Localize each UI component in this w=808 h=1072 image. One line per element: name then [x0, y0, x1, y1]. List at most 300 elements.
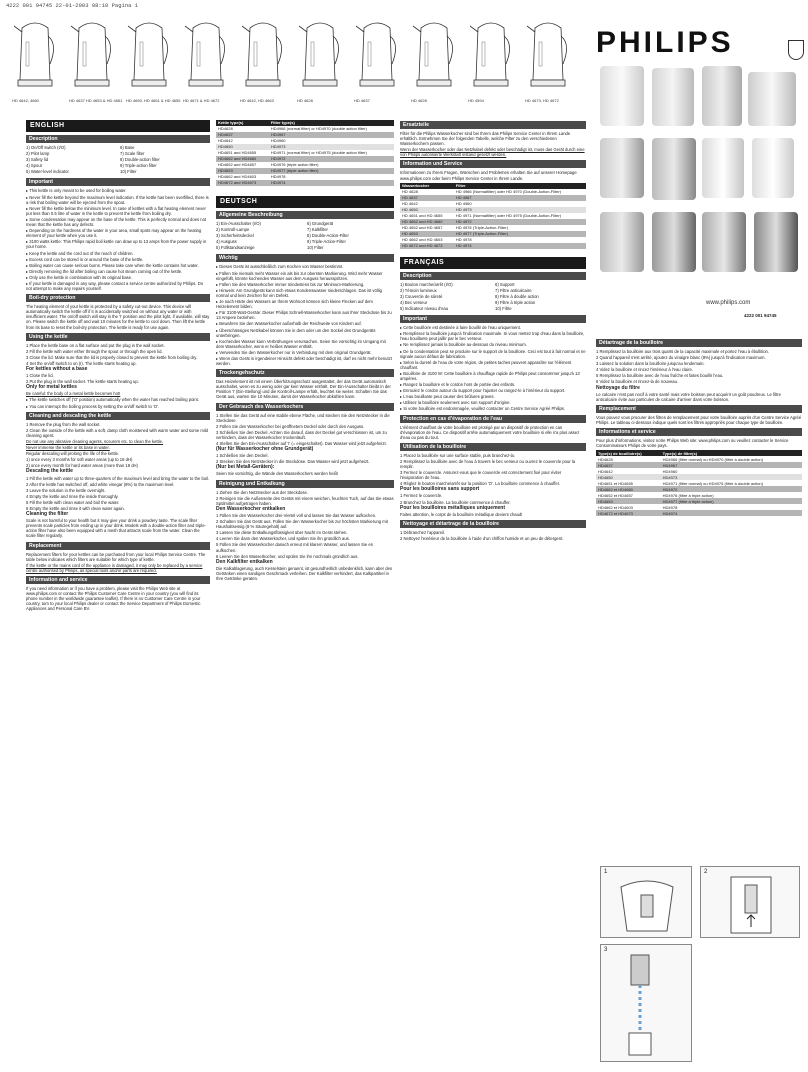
de-gebrauch-title: Der Gebrauch des Wasserkochers: [216, 403, 394, 411]
table-cell: HD4967: [661, 462, 802, 468]
fr-remplacement-title: Remplacement: [596, 405, 802, 413]
kettle-photo: [752, 138, 794, 198]
important-item: ▸ Never fill the kettle beyond the maximum level indication. If the kettle has been overfilled, there is a risk that boiling water will be ejected from the spout.: [26, 194, 209, 205]
step-item: 4 Videz la bouilloire et rincez l'intérieur à l'eau claire.: [596, 367, 693, 373]
step-item: 2 Quand l'appareil s'est arrêté, ajoutez du vinaigre blanc (8%) jusqu'à l'indication maximum.: [596, 355, 766, 361]
table-cell: HD4662 et HD4660: [596, 486, 661, 492]
kettle-photo: [702, 138, 744, 198]
en-descaling-steps: [26, 476, 210, 512]
english-column: [26, 118, 210, 612]
kettle-photo: [600, 212, 644, 272]
table-cell: HD4976 (filtre à triple action): [661, 492, 802, 498]
step-item: 5 Fill the kettle with clean water and boil the water.: [26, 499, 120, 505]
freq-item: 1) once every 3 months for soft water areas (up to 18 dH): [26, 457, 133, 463]
table-cell: HD4974: [269, 180, 394, 186]
table-cell: HD4960: [269, 138, 394, 144]
step-item: 1 Remove the plug from the wall socket.: [26, 421, 101, 427]
fr-remplacement-text: Vous pouvez vous procurer des filtres de remplacement pour votre bouilloire auprès d'un Centre Service Agréé Philips. Le tableau ci-dessous indique quels sont les filtres appropriés pour chaque type de bouilloire.: [596, 414, 802, 425]
filter-illustration: [601, 867, 693, 939]
bullet-item: ▸ The kettle switches off ('O' position) automatically when the water has reached boiling point.: [26, 397, 199, 403]
table-cell: HD4972: [269, 156, 394, 162]
de-gebrauch-steps: [216, 413, 394, 447]
step-item: 1 Fermez le couvercle.: [400, 493, 443, 499]
kettle-drawing: [12, 14, 58, 94]
desc-item: 6) Grundgerät: [307, 221, 334, 226]
de-desc-title: Allgemeine Beschreibung: [216, 211, 394, 219]
fr-filter-table: [596, 450, 802, 516]
important-item: ▸ Hinweis: Am Grundgerät kann sich etwas Kondenswasser niederschlagen. Das ist völlig normal und kein Zeichen für ein Defekt.: [216, 287, 382, 298]
table-cell: HD4974: [661, 510, 802, 516]
important-item: ▸ Remplissez la bouilloire jusqu'à l'indication maximale. Si vous mettez trop d'eau dans la bouilloire, l'eau bouillante peut jaillir par le bec verseur.: [400, 331, 585, 342]
step-item: 2 Nettoyez l'extérieur de la bouilloire à l'aide d'un chiffon humide et un peu de détergent.: [400, 535, 564, 541]
important-item: ▸ Verwenden Sie den Wasserkocher nur in Verbindung mit dem original Grundgerät.: [216, 349, 372, 355]
table-cell: HD4662 et HD4603: [596, 504, 661, 510]
deutsch-lang-bar: DEUTSCH: [216, 196, 394, 208]
kettle-photo: [748, 72, 796, 126]
important-item: ▸ L'eau bouillante peut causer des brûlures graves.: [400, 394, 495, 400]
en-important-title: Important: [26, 178, 210, 186]
table-cell: HD 4971 (Normalfilter) oder HD 4975 (Double-Action-Filter): [454, 213, 586, 219]
fr-nettfiltre-text: Le calcaire n'est pas nocif à votre santé mais votre boisson peut acquérir un goût poudreux. Le filtre anticalcaire évite aux particules de calcaire d'arriver dans votre boisson.: [596, 391, 781, 402]
important-item: ▸ Some condensation may appear on the base of the kettle. This is perfectly normal and does not mean that the kettle has any defects.: [26, 216, 207, 228]
table-cell: HD4672 et HD4673: [596, 510, 661, 516]
kettle-drawing: [297, 14, 343, 94]
step-item: 4 Set the on/off switch to on (I). The kettle starts heating up.: [26, 360, 137, 366]
step-item: 2 Remplissez la bouilloire avec de l'eau à travers le bec verseur ou ouvrez le couvercle pour la remplir.: [400, 458, 576, 469]
table-cell: HD 4978: [454, 237, 586, 243]
table-cell: HD 4672 und HD 4673: [400, 243, 454, 249]
important-item: ▸ Überschüssiges Netzkabel können Sie in dem oder um den Sockel des Grundgeräts unterbringen.: [216, 327, 376, 338]
kettle-label: HD 4671 & HD 4672: [183, 98, 220, 103]
en-important-list: [26, 188, 210, 291]
de-wichtig-list: [216, 264, 394, 366]
fr-detartrage-title: Détartrage de la bouilloire: [596, 339, 802, 347]
kettle-photo: [702, 66, 742, 126]
fr-metal-title: Pour les bouilloires métalliques uniquement: [400, 504, 506, 511]
important-item: ▸ Selon la dureté de l'eau de votre région, de petites taches peuvent apparaître sur l'élément chauffant.: [400, 359, 572, 370]
desc-item: 7) Kalkfilter: [307, 227, 328, 233]
fr-detartrage-steps: [596, 349, 802, 385]
desc-item: 2) Témoin lumineux: [400, 287, 437, 293]
en-cleaning-note2: Never immerse the kettle or its base in water.: [26, 445, 110, 451]
important-item: ▸ Füllen Sie den Wasserkocher immer mindestens bis zur Minimum-Markierung.: [216, 281, 365, 287]
desc-item: 6) Base: [120, 145, 135, 150]
step-item: 1 Stellen Sie das Gerät auf eine stabile ebene Fläche, und stecken Sie den Netzstecker in die Steckdose.: [216, 412, 390, 423]
desc-item: 5) Indicateur niveau d'eau: [400, 306, 449, 312]
en-boildry-title: Boil-dry protection: [26, 294, 210, 302]
francais-lang-bar: FRANÇAIS: [400, 257, 586, 269]
kettle-drawing: [525, 14, 571, 94]
bullet-item: ▸ You can interrupt the boiling process by setting the on/off switch to 'O'.: [26, 403, 160, 409]
important-item: ▸ Only use the kettle in combination with its original base.: [26, 274, 133, 280]
de-metall-title: (Nur bei Metall-Geräten):: [216, 464, 275, 471]
table-cell: HD 4662 und HD 4660: [400, 219, 454, 225]
philips-shield-icon: [788, 40, 804, 60]
fr-info-title: Informations et service: [596, 428, 802, 436]
en-cleaning-note: Do not use any abrasive cleaning agents, scourers etc. to clean the kettle.: [26, 438, 164, 444]
de-desc-list: [216, 221, 394, 251]
table-cell: HD4971 (filtre normal) ou HD4975 (filtre à double action): [661, 480, 802, 486]
kettle-photo: [600, 138, 644, 198]
step-item: 2 Reinigen Sie die Außenseite des Geräts mit einem weichen, feuchten Tuch, auf das Sie etwas Spülmittel aufgetragen haben.: [216, 495, 394, 506]
table-head: Type(s) de bouilloire(s): [596, 450, 661, 456]
step-item: 2 Schalten Sie das Gerät aus. Füllen Sie den Wasserkocher bis zur höchsten Markierung mit Haushaltsessig (8 % Säuregehalt) auf.: [216, 519, 388, 530]
en-cleaning-steps: [26, 422, 210, 438]
table-cell: HD4966 (normal filter) or HD4970 (double action filter): [269, 126, 394, 132]
en-metal-points: [26, 397, 210, 408]
table-cell: HD4642: [596, 468, 661, 474]
kettle-photo: [652, 212, 696, 272]
kettle-drawing: [411, 14, 457, 94]
fr-util-steps: [400, 453, 586, 487]
table-cell: HD4976 (triple action filter): [269, 162, 394, 168]
step-item: 2 Branchez la bouilloire. La bouilloire commence à chauffer.: [400, 499, 511, 505]
kettle-label: HD 4637: [354, 98, 370, 103]
step-item: 2 After the kettle has switched off, add white vinegar (8%) to the maximum level.: [26, 481, 175, 487]
de-metall-text: Seien Sie vorsichtig, die Wände des Wasserkochers werden heiß!: [216, 471, 339, 477]
table-head: Filter: [454, 183, 586, 189]
table-cell: HD4971 (normal filter) or HD4975 (double action filter): [269, 150, 394, 156]
en-using-title: Using the kettle: [26, 333, 210, 341]
en-metal-title: Only for metal kettles: [26, 384, 77, 391]
de-kalkfilter-text: Die Kalkablagerung, auch Kesselstein genannt, ist gesundheitlich unbedenklich, kann aber den Getränken einen sandigen Geschmack verleihen. Der Kalkfilter verhindert, das Kalkpartikel in Ihre Getränke geraten.: [216, 565, 393, 581]
important-item: ▸ Füllen Sie niemals mehr Wasser ein als bis zur obersten Markierung. Wird mehr Wasser eingefüllt, könnte kochendes Wasser aus dem Ausguss herausspritzen.: [216, 270, 383, 281]
table-cell: HD 4977 (Triple-Action-Filter): [454, 231, 586, 237]
kettle-drawing: [354, 14, 400, 94]
step-item: 2 Füllen Sie den Wasserkocher bei geöffnetem Deckel oder durch den Ausguss.: [216, 423, 365, 429]
table-cell: HD4973: [269, 144, 394, 150]
step-item: 1 Fill the kettle with water up to three-quarters of the maximum level and bring the water to the boil.: [26, 475, 210, 481]
desc-item: 2) Kontroll-Lampe: [216, 227, 250, 233]
fr-nettfiltre-title: Nettoyage du filtre: [596, 384, 640, 391]
kettle-label: HD 4642, HD 4663: [240, 98, 274, 103]
de-entkalken-title: Den Wasserkocher entkalken: [216, 505, 286, 512]
de-ohne-title: (Nur für Wasserkocher ohne Grundgerät): [216, 446, 314, 453]
table-cell: HD4650: [596, 474, 661, 480]
table-cell: HD 4972: [454, 219, 586, 225]
table-cell: HD4628: [596, 456, 661, 462]
table-cell: HD 4642: [400, 201, 454, 207]
de-reinigung-title: Reinigung und Entkalkung: [216, 480, 394, 488]
table-cell: HD4967: [269, 132, 394, 138]
kettle-label: HD 4673, HD 4672: [525, 98, 559, 103]
important-item: ▸ Cette bouilloire est destinée à faire bouillir de l'eau uniquement.: [400, 325, 521, 331]
table-cell: HD4966 (filtre normal) ou HD4970 (filtre à double action): [661, 456, 802, 462]
de-ersatz-title: Ersatzteile: [400, 121, 586, 129]
step-item: 3 Schließen Sie den Deckel. Achten Sie darauf, dass der Deckel gut verschlossen ist, um zu verhindern, dass der Wasserkocher trockenläuft.: [216, 429, 387, 440]
kettle-photo: [652, 138, 696, 200]
english-lang-bar: ENGLISH: [26, 120, 210, 132]
kettle-photo: [754, 212, 798, 272]
desc-item: 3) Sicherheitsdeckel: [216, 233, 254, 239]
table-cell: HD4662 and HD4603: [216, 174, 269, 180]
step-item: 4 Empty the kettle and rinse the inside thoroughly.: [26, 493, 119, 499]
en-desc-list: [26, 145, 210, 175]
step-item: 4 Stellen Sie den Ein-/Ausschalter auf 'I' (= eingeschaltet). Das Wasser wird jetzt aufgeheizt.: [216, 441, 387, 446]
step-item: 1 Füllen Sie den Wasserkocher drei-Viertel voll und lassen Sie das Wasser aufkochen.: [216, 512, 377, 518]
kettle-photo: [702, 212, 746, 272]
table-cell: HD 4966 (Normalfilter) oder HD 4970 (Double-Action-Filter): [454, 189, 586, 195]
fr-nettoyage-steps: [400, 530, 586, 541]
table-row: [216, 180, 394, 186]
step-item: 5 Füllen Sie den Wasserkocher danach erneut mit klarem Wasser, und lassen Sie es aufkochen.: [216, 542, 373, 553]
fr-info-text: Pour plus d'informations, visitez notre Philips Web site: www.philips.com ou veuillez contacter le Service Consommateurs Philips de votre pays.: [596, 438, 789, 449]
table-cell: HD4651 and HD4655: [216, 150, 269, 156]
en-cleaning-title: Cleaning and descaling the kettle: [26, 412, 210, 420]
desc-item: 5) Füllstandsanzeige: [216, 245, 255, 251]
desc-item: 6) Support: [495, 281, 515, 287]
filter-rinse-illustration: [601, 945, 693, 1063]
table-cell: HD4651 et HD4655: [596, 480, 661, 486]
fr-desc-title: Description: [400, 272, 586, 280]
important-item: ▸ Keep the kettle and the cord out of the reach of children.: [26, 250, 134, 256]
important-item: ▸ Bouilloire de 3100 W: Cette bouilloire à chauffage rapide de Philips peut consommer jusqu'à 13 ampères.: [400, 370, 580, 381]
fr-sans-steps: [400, 493, 586, 504]
table-row: [400, 213, 586, 219]
table-head: Type(s) de filtre(s): [661, 450, 802, 456]
important-item: ▸ Dieses Gerät ist ausschließlich zum Kochen von Wasser bestimmt.: [216, 264, 344, 270]
figure-number: 3: [604, 947, 608, 953]
table-cell: HD 4662 und HD 4603: [400, 237, 454, 243]
de-ersatz-text: Filter für die Philips Wasserkocher sind bei Ihrem das Philips Service Center in Ihrem Lande erhältlich. Entnehmen Sie der folgenden Tabelle, welche Filter zu den verschiedenen Wasserkochern passen.: [400, 131, 571, 147]
important-item: ▸ Excess cord can be stored in or around the base of the kettle.: [26, 256, 144, 262]
de-info-title: Information und Service: [400, 160, 586, 168]
de-kalkfilter-title: Den Kalkfilter entkalken: [216, 558, 273, 565]
desc-item: 10) Filter: [307, 245, 324, 251]
table-cell: HD 4967: [454, 195, 586, 201]
desc-item: 8) Double-Action-Filter: [307, 233, 349, 239]
table-head: Wasserkocher: [400, 183, 454, 189]
table-cell: HD4960: [661, 468, 802, 474]
table-cell: HD4972: [661, 486, 802, 492]
fr-protection-title: Protection en cas d'évaporation de l'eau: [400, 415, 586, 423]
kettle-label: HD 4594: [468, 98, 484, 103]
en-without-title: For kettles without a base: [26, 366, 88, 372]
table-cell: HD4653: [596, 498, 661, 504]
step-item: 1 Ziehen Sie den Netzstecker aus der Steckdose.: [216, 489, 308, 495]
fr-important-title: Important: [400, 315, 586, 323]
table-cell: HD 4973: [454, 207, 586, 213]
important-item: ▸ Utilisez la bouilloire seulement avec son support d'origine.: [400, 400, 511, 406]
table-head: Filter type(s): [269, 120, 394, 126]
en-without-steps: [26, 373, 210, 384]
de-trocken-title: Trockengehschutz: [216, 369, 394, 377]
fr-metal-text: Faites attention, le corps de la bouilloire métallique devient chaud!: [400, 511, 523, 517]
desc-item: 4) Bec verseur: [400, 299, 428, 305]
step-item: 6 Videz la bouilloire et rincez-la de nouveau.: [596, 379, 679, 385]
philips-logo: PHILIPS: [596, 26, 734, 59]
table-cell: HD 4974: [454, 243, 586, 249]
fr-protection-text: L'élément chauffant de votre bouilloire est protégé par un dispositif de protection en cas d'évaporation de l'eau. Ce dispositif arrête automatiquement votre bouilloire si elle n'a plus assez d'eau ou pas du tout.: [400, 424, 580, 440]
desc-item: 10) Filtre: [495, 306, 512, 312]
fr-important-list: [400, 325, 586, 411]
en-info-title: Information and service: [26, 576, 210, 584]
en-descaling-title: Descaling the kettle: [26, 468, 73, 475]
important-item: ▸ Für 3100-Watt-Geräte: Dieser Philips Schnell-Wasserkocher kann aus Ihrer Steckdose bis zu 13 Ampere beziehen.: [216, 310, 392, 321]
desc-item: 3) Safety lid: [26, 157, 49, 163]
important-item: ▸ Bewahren Sie den Wasserkocher außerhalb der Reichweite von Kindern auf.: [216, 321, 362, 327]
step-item: 3 Laissez la solution dans la bouilloire jusqu'au lendemain.: [596, 361, 705, 367]
step-item: 1 Remplissez la bouilloire aux trois quarts de la capacité maximale et portez l'eau à ébullition.: [596, 349, 770, 354]
table-cell: HD4977 (triple action filter): [269, 168, 394, 174]
de-filter-table: [400, 183, 586, 249]
table-cell: HD 4637: [400, 195, 454, 201]
important-item: ▸ Kochendes Wasser kann Verbrühungen verursachen. Seien Sie vorsichtig im Umgang mit dem Wasserkocher, wenn er heißes Wasser enthält.: [216, 338, 386, 349]
fr-sans-title: Pour les bouilloires sans support: [400, 486, 480, 493]
kettle-photo: [652, 68, 694, 126]
desc-item: 9) Triple-action filter: [120, 163, 157, 169]
en-metal-text: Be careful: the body of a metal kettle becomes hot!: [26, 391, 121, 397]
important-item: ▸ Enroulez le cordon autour du support pour l'ajuster ou rangez-le à l'intérieur du support.: [400, 388, 566, 394]
desc-item: 7) Scale filter: [120, 151, 145, 157]
en-replacement-note: If the kettle or the mains cord of the appliance is damaged, it may only be replaced by a service centre authorised by Philips, as special tools and/or parts are required.: [26, 562, 203, 573]
desc-item: 1) Bouton marche/arrêt (I/O): [400, 281, 453, 287]
table-cell: HD4650: [216, 144, 269, 150]
table-cell: HD 4976 (Triple-Action-Filter): [454, 225, 586, 231]
desc-item: 1) On/Off switch (I/O): [26, 145, 66, 150]
de-trocken-text: Das Heizelement ist mit einem Überhitzungsschutz ausgestattet, der das Gerät automatisch ausschaltet, wenn es zu wenig oder gar kein Wasser enthält. Der Ein-/Ausschalter bleibt in der Position 'I' (Ein-Stellung) und die Kontroll-Lampe erhält, leuchtet sie weiter. Schalten Sie das Gerät aus, warten Sie 10 Minuten, damit der Wasserkocher abkühlen kann.: [216, 379, 391, 400]
en-desc-title: Description: [26, 135, 210, 143]
desc-item: 2) Pilot lamp: [26, 151, 50, 157]
fr-util-title: Utilisation de la bouilloire: [400, 443, 586, 451]
desc-item: 4) Spout: [26, 163, 42, 169]
figure-2: [700, 866, 800, 938]
step-item: 1 Schließen Sie den Deckel.: [216, 453, 269, 459]
desc-item: 9) Filtre à triple action: [495, 299, 536, 305]
kettle-label: HD 4650, HD 4661 & HD 4655: [126, 98, 181, 103]
kettle-label: HD 4637 HD 4653 & HD 4651: [69, 98, 123, 103]
en-replacement-title: Replacement: [26, 542, 210, 550]
kettle-drawing: [240, 14, 286, 94]
product-code: 4222 001 94745: [744, 313, 777, 318]
product-drawings: [4, 14, 584, 109]
en-descale-freq: [26, 457, 210, 468]
de-info-text: Informationen zu Ihrem Fragen, Wünschen und Problemen erhalten Sie auf unserer Homepage www.philips.com oder beim Philips Service Center in Ihrem Lande.: [400, 170, 577, 181]
important-item: ▸ Si votre bouilloire est endommagée, veuillez contacter un Centre Service Agréé Philips.: [400, 406, 566, 412]
step-item: 2 Put the plug in the wall socket. The kettle starts heating up.: [26, 379, 139, 385]
en-replacement-text: Replacement filters for your kettles can be purchased from your local Philips Service Centre. The table below indicates which filters are suitable for which type of kettle.: [26, 551, 206, 562]
kettle-drawing: [183, 14, 229, 94]
step-item: 1 Placez la bouilloire sur une surface stable, puis branchez-la.: [400, 452, 515, 458]
de-reinigung-steps: [216, 490, 394, 506]
step-item: 4 Réglez le bouton marche/arrêt sur la position 'O'. La bouilloire commence à chauffer.: [400, 481, 561, 487]
desc-item: 8) Double-action filter: [120, 157, 160, 163]
francais-column: [400, 118, 586, 542]
important-item: ▸ 3100 watts kettle: This Philips rapid boil kettle can draw up to 13 amps from the power supply in your home.: [26, 239, 207, 250]
en-boildry-text: The heating element of your kettle is protected by a safety cut-out device. This device will automatically switch the kettle off if it is accidentally switched on without any water or with insufficient water. The on/off switch will stay in the 'I' position and the pilot light, if available, will stay on. Please switch the kettle off and wait 10 minutes for the kettle to cool down. Then lift the kettle from its base to reset the boil-dry protection. The kettle is ready for use again.: [26, 304, 210, 330]
desc-item: 10) Filter: [120, 169, 137, 175]
figure-number: 1: [604, 869, 608, 875]
important-item: ▸ Boiling water can cause serious burns. Please take care when the kettle contains hot water.: [26, 262, 199, 268]
fr-nettoyage-title: Nettoyage et détartrage de la bouilloire: [400, 520, 586, 528]
deutsch-column: [216, 118, 394, 582]
desc-item: 9) Triple-Action-Filter: [307, 239, 346, 245]
important-item: ▸ Depending on the hardness of the water in your area, small spots may appear on the heating element of your kettle when you use it.: [26, 228, 202, 239]
step-item: 1 Débranchez l'appareil.: [400, 529, 446, 535]
product-photos: [596, 66, 808, 286]
en-filter-table: [216, 120, 394, 186]
en-filter-text: Scale is not harmful to your health but it may give your drink a powdery taste. The scale filter prevents scale particles from ending up in your drink. Models with a double-action filter and triple-action filter have also been equipped with a mesh that attracts scale from the water. Clean the scale filter regularly.: [26, 518, 206, 539]
step-item: 2 Clean the outside of the kettle with a soft, damp cloth moistened with warm water and some mild cleaning agent.: [26, 427, 209, 438]
de-ohne-steps: [216, 453, 394, 464]
table-cell: HD4637: [216, 132, 269, 138]
kettle-drawing: [126, 14, 172, 94]
step-item: 6 Empty the kettle and rinse it with clean water again.: [26, 505, 125, 511]
important-item: ▸ Rangez la bouilloire et le cordon hors de portée des enfants.: [400, 382, 516, 388]
de-ersatz-note: Wenn der Wasserkocher oder das Netzkabel defekt oder beschädigt ist, muss das Gerät durch eine von Philips autorisierte Werkstatt instand gesetzt werden.: [400, 147, 585, 158]
figure-number: 2: [704, 869, 708, 875]
table-cell: HD4662 and HD4660: [216, 156, 269, 162]
important-item: ▸ Wenn das Gerät in irgendeiner Hinsicht defekt oder beschädigt ist, darf es nicht mehr benutzt werden.: [216, 355, 392, 367]
table-cell: HD 4652 und HD 4657: [400, 225, 454, 231]
kettle-drawing: [468, 14, 514, 94]
important-item: ▸ Ne remplissez jamais la bouilloire au-dessous du niveau minimum.: [400, 342, 527, 348]
desc-item: 7) Filtre anticalcaire: [495, 287, 532, 293]
step-item: 6 Leeren Sie den Wasserkocher, und spülen Sie ihn nochmals gründlich aus.: [216, 553, 359, 559]
fr-desc-list: [400, 282, 586, 312]
de-wichtig-title: Wichtig: [216, 254, 394, 262]
print-header: 4222 001 94745 22-01-2003 08:10 Pagina 1: [6, 2, 139, 9]
table-cell: HD 4650: [400, 207, 454, 213]
table-row: [400, 243, 586, 249]
desc-item: 5) Water-level indicator: [26, 169, 69, 175]
table-cell: HD4652 et HD4657: [596, 492, 661, 498]
important-item: ▸ De la condensation peut se produire sur le support de la bouilloire. Ceci est tout à fait normal et ne signale aucun défaut de fabrication.: [400, 348, 586, 359]
francais-column-2: [596, 336, 802, 518]
desc-item: 1) Ein-/Ausschalter (I/O): [216, 221, 261, 226]
kettle-label: HD 4642, 4660: [12, 98, 39, 103]
table-cell: HD4978: [661, 504, 802, 510]
table-head: Kettle type(s): [216, 120, 269, 126]
table-cell: HD4653: [216, 168, 269, 174]
en-filter-title: Cleaning the filter: [26, 511, 69, 518]
table-cell: HD4637: [596, 462, 661, 468]
step-item: 5 Remplissez la bouilloire avec de l'eau fraîche et faites bouillir l'eau.: [596, 373, 724, 379]
important-item: ▸ Directly removing the lid after boiling can cause hot steam coming out of the kettle.: [26, 268, 183, 274]
table-cell: HD4977 (filtre à triple action): [661, 498, 802, 504]
step-item: 2 Fill the kettle with water either through the spout or through the open lid.: [26, 348, 163, 354]
desc-item: 4) Ausguss: [216, 239, 237, 245]
step-item: 3 Close the lid. Make sure that the lid is properly closed to prevent the kettle from boiling dry.: [26, 354, 198, 360]
en-descale-intro: Regular descaling will prolong the life of the kettle.: [26, 451, 120, 457]
table-cell: HD 4960: [454, 201, 586, 207]
en-info-text: If you need information or if you have a problem, please visit the Philips Web site at www.philips.com or contact the Philips Customer Care Centre in your country (you will find its phone number in the worldwide guarantee leaflet). If there is no Customer Care Centre in your country, turn to your local Philips dealer or contact the Service Department of Philips Domestic Appliances and Personal Care BV.: [26, 585, 201, 612]
kettle-label: HD 4628: [297, 98, 313, 103]
important-item: ▸ Je nach Härte des Wassers an Ihrem Wohnort können sich kleine Flecken auf dem Heizelement bilden.: [216, 299, 373, 310]
step-item: 4 Leeren Sie dann den Wasserkocher, und spülen Sie ihn gründlich aus.: [216, 536, 350, 542]
en-using-steps: [26, 343, 210, 366]
important-item: ▸ Never fill the kettle below the minimum level. In case of kettles with a flat heating element never put less than 0.5 litre of water in the kettle to prevent the kettle from boiling dry.: [26, 205, 206, 216]
table-cell: HD 4651 und HD 4655: [400, 213, 454, 219]
desc-item: 8) Filtre à double action: [495, 293, 539, 299]
step-item: 3 Lassen Sie diese Entkalkungsflüssigkeit über Nacht im Gerät stehen.: [216, 530, 348, 536]
table-cell: HD4672 and HD4673: [216, 180, 269, 186]
desc-item: 3) Couvercle de sûreté: [400, 293, 443, 299]
step-item: 2 Stecken Sie den Netzstecker in die Steckdose. Das Wasser wird jetzt aufgeheizt.: [216, 459, 370, 465]
step-item: 1 Close the lid.: [26, 373, 54, 379]
table-cell: HD4978: [269, 174, 394, 180]
table-row: [596, 510, 802, 516]
freq-item: 2) once every month for hard water areas (more than 18 dH): [26, 463, 138, 469]
step-item: 3 Fermez le couvercle. Assurez-vous que le couvercle est correctement fixé pour éviter l'évaporation de l'eau.: [400, 470, 562, 481]
table-cell: HD4642: [216, 138, 269, 144]
kettle-label: HD 4628: [411, 98, 427, 103]
kettle-drawing: [69, 14, 115, 94]
table-cell: HD4628: [216, 126, 269, 132]
table-cell: HD 4628: [400, 189, 454, 195]
table-cell: HD4652 and HD4657: [216, 162, 269, 168]
figure-1: [600, 866, 692, 938]
